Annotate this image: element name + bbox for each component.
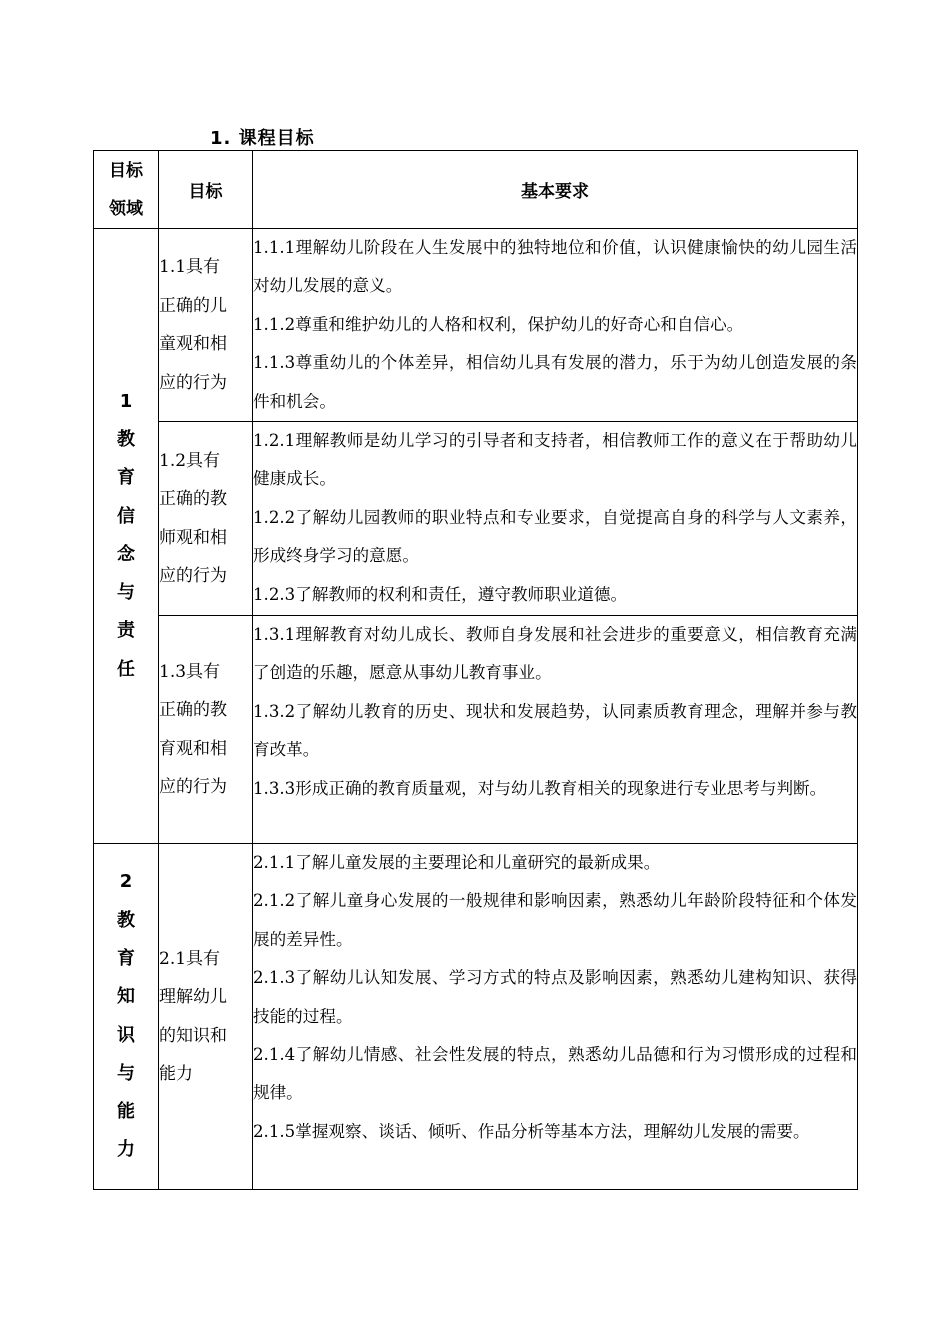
requirements-cell — [253, 229, 858, 422]
requirement-item: 2.1.2了解儿童身心发展的一般规律和影响因素，熟悉幼儿年龄阶段特征和个体发展的差异性。 — [253, 891, 857, 949]
requirement-item: 1.2.1理解教师是幼儿学习的引导者和支持者，相信教师工作的意义在于帮助幼儿健康成长。 — [253, 431, 857, 489]
requirement-item: 1.2.2了解幼儿园教师的职业特点和专业要求，自觉提高自身的科学与人文素养，形成终身学习的意愿。 — [253, 507, 857, 566]
table-row — [94, 422, 858, 616]
goal-cell: 1.1具有 正确的儿 童观和相 应的行为 — [159, 229, 253, 422]
requirement-item: 1.3.3形成正确的教育质量观，对与幼儿教育相关的现象进行专业思考与判断。 — [253, 778, 827, 798]
goal-cell: 1.3具有 正确的教 育观和相 应的行为 — [159, 616, 253, 844]
course-goals-table — [93, 150, 858, 1190]
requirements-cell — [253, 844, 858, 1190]
requirement-item: 1.3.1理解教育对幼儿成长、教师自身发展和社会进步的重要意义，相信教育充满了创造的乐趣，愿意从事幼儿教育事业。 — [253, 625, 857, 683]
area-number: 2 — [119, 871, 133, 893]
table-row — [94, 229, 858, 422]
requirements-cell — [253, 616, 858, 844]
header-area: 目标 领域 — [94, 151, 159, 229]
requirement-item: 1.1.1理解幼儿阶段在人生发展中的独特地位和价值，认识健康愉快的幼儿园生活对幼儿发展的意义。 — [253, 238, 857, 296]
requirement-item: 1.3.2了解幼儿教育的历史、现状和发展趋势，认同素质教育理念，理解并参与教育改革。 — [253, 701, 857, 760]
goal-cell: 1.2具有 正确的教 师观和相 应的行为 — [159, 422, 253, 616]
requirements-cell — [253, 422, 858, 616]
area-number: 1 — [119, 390, 133, 412]
requirement-item: 2.1.3了解幼儿认知发展、学习方式的特点及影响因素，熟悉幼儿建构知识、获得技能的过程。 — [253, 968, 857, 1026]
table-row — [94, 616, 858, 844]
header-requirements: 基本要求 — [253, 151, 858, 229]
requirement-item: 2.1.5掌握观察、谈话、倾听、作品分析等基本方法，理解幼儿发展的需要。 — [253, 1121, 810, 1141]
requirement-item: 1.1.3尊重幼儿的个体差异，相信幼儿具有发展的潜力，乐于为幼儿创造发展的条件和机会。 — [253, 353, 857, 411]
table-row — [94, 844, 858, 1190]
header-goal: 目标 — [159, 151, 253, 229]
goal-cell: 2.1具有 理解幼儿 的知识和 能力 — [159, 844, 253, 1190]
requirement-item: 1.1.2尊重和维护幼儿的人格和权利，保护幼儿的好奇心和自信心。 — [253, 314, 744, 334]
requirement-item: 1.2.3了解教师的权利和责任，遵守教师职业道德。 — [253, 584, 628, 604]
area-cell: 2 教 育 知 识 与 能 力 — [94, 844, 159, 1190]
header-row — [94, 151, 858, 229]
requirement-item: 2.1.1了解儿童发展的主要理论和儿童研究的最新成果。 — [253, 853, 661, 873]
requirement-item: 2.1.4了解幼儿情感、社会性发展的特点，熟悉幼儿品德和行为习惯形成的过程和规律。 — [253, 1045, 857, 1103]
area-cell: 1 教 育 信 念 与 责 任 — [94, 229, 159, 844]
section-heading: 1. 课程目标 — [210, 128, 315, 149]
